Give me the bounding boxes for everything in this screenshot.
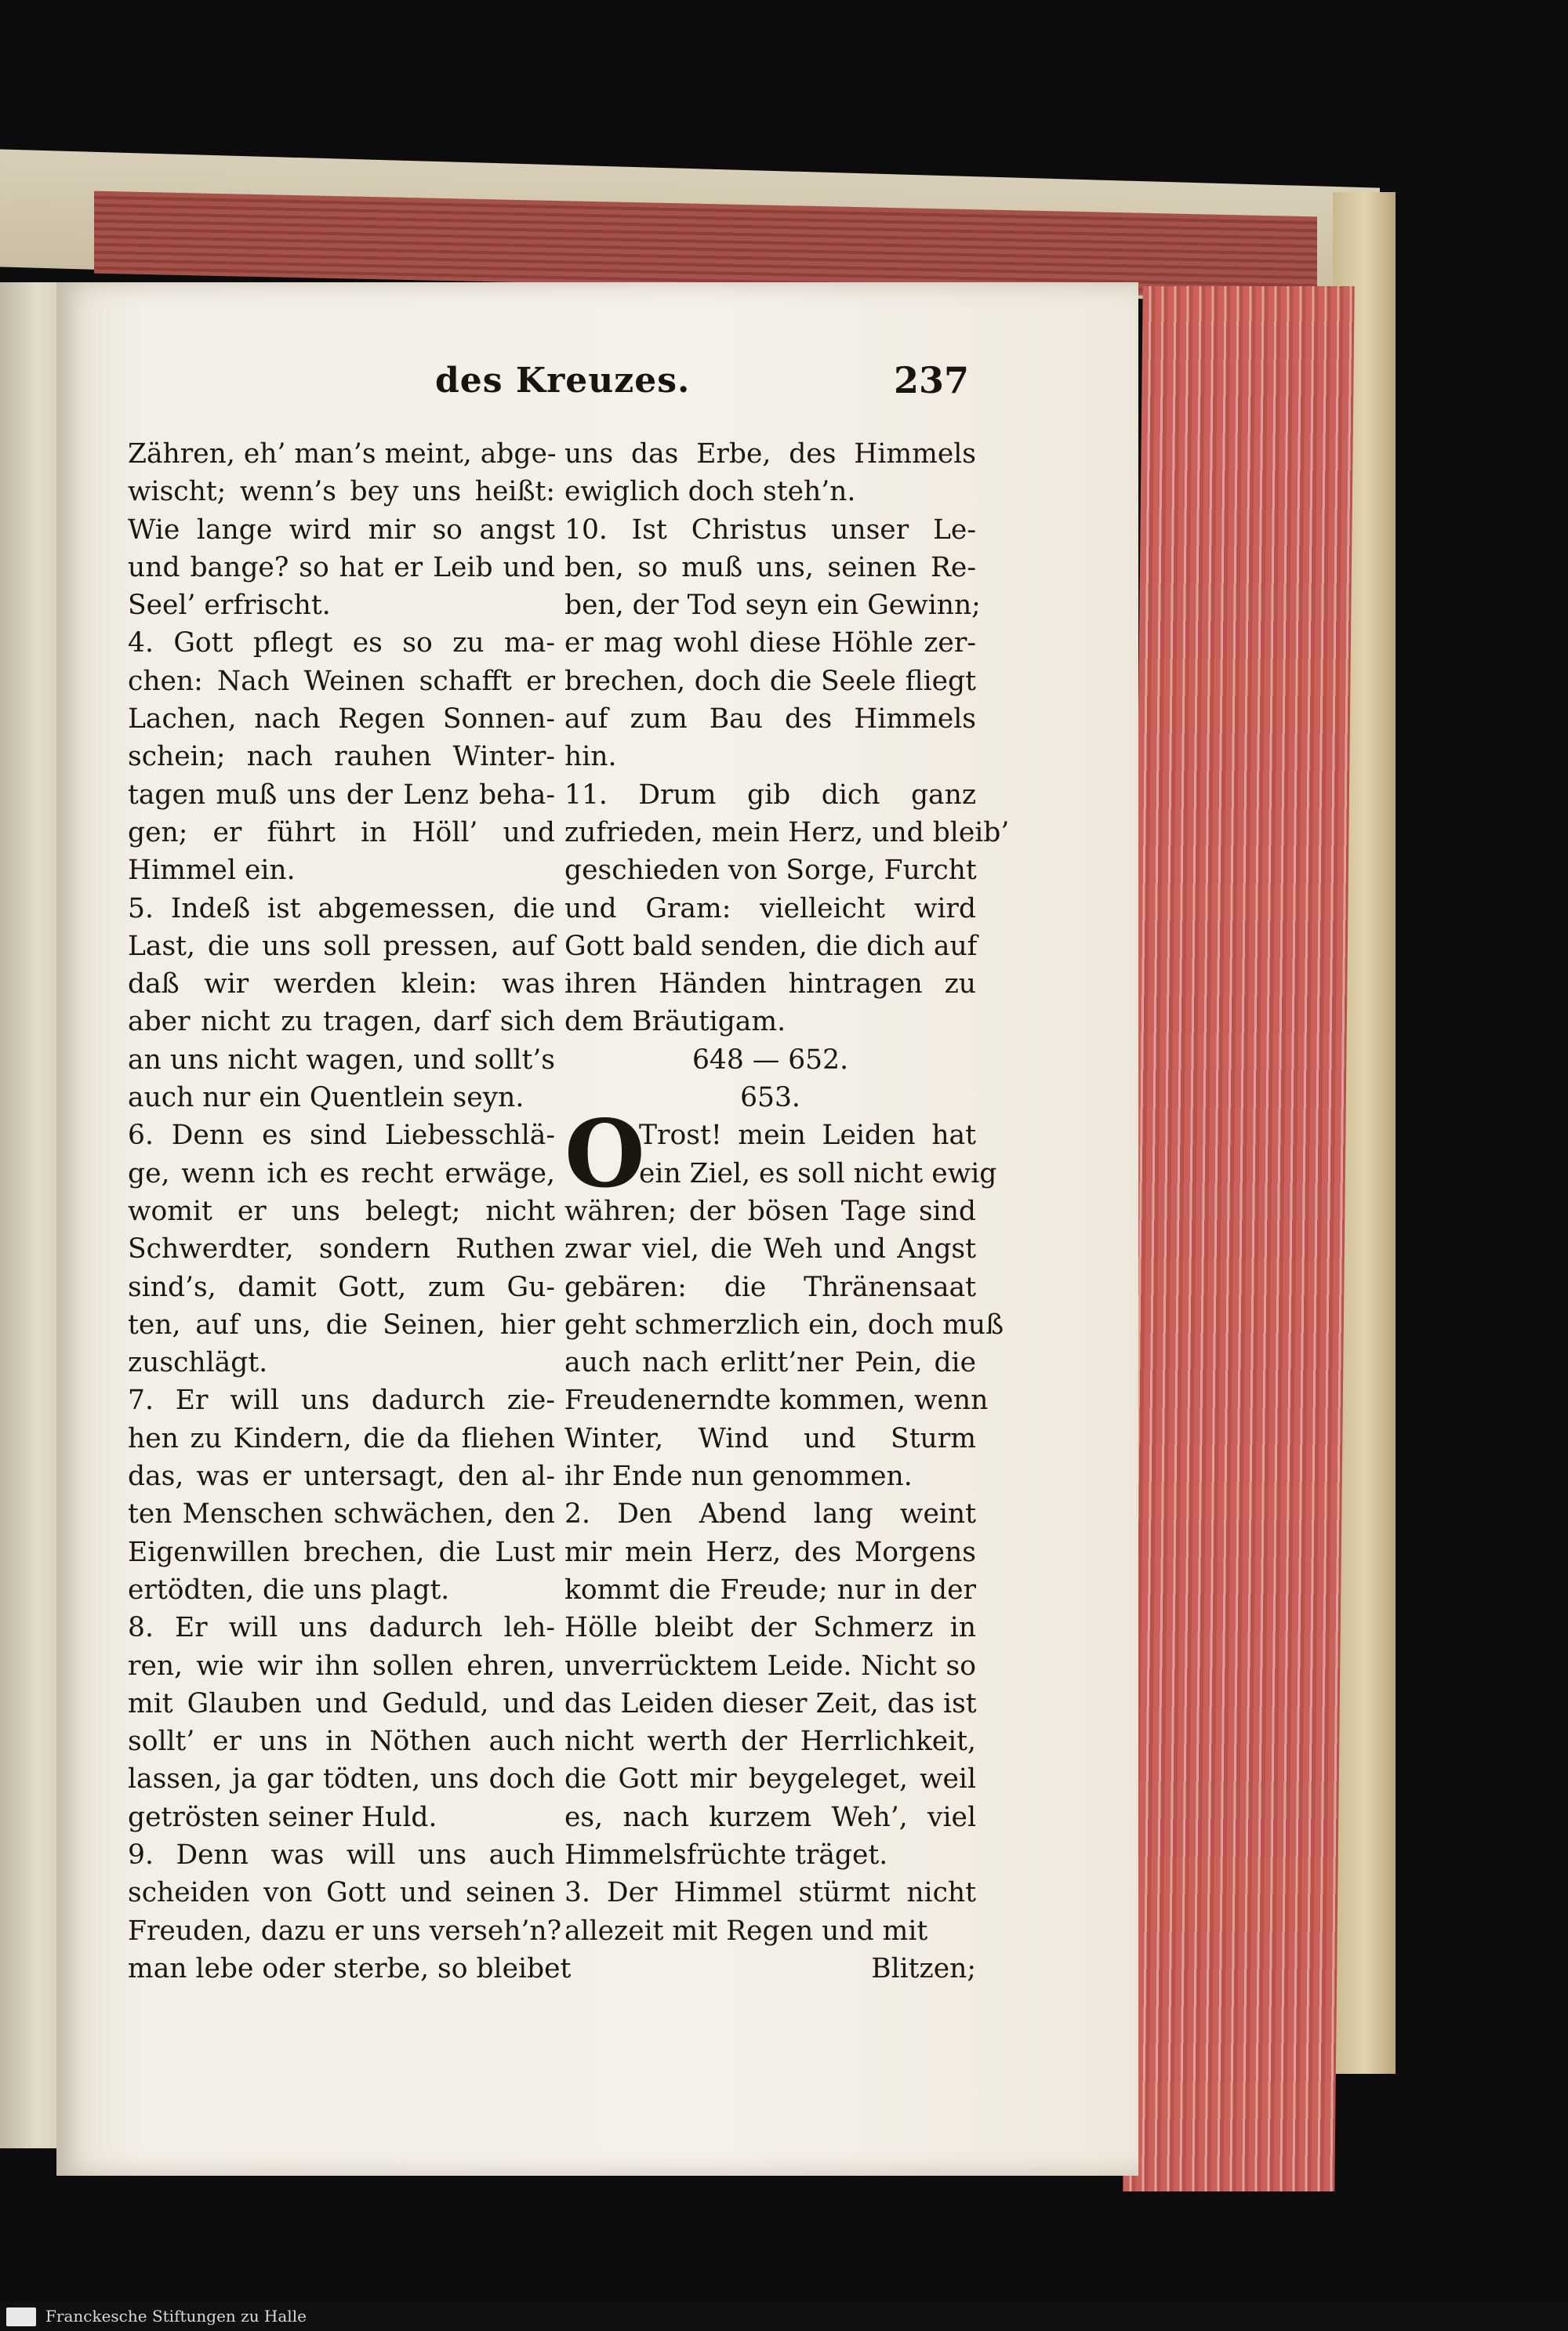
hymn-opening (564, 1099, 997, 1209)
text-line: 9. Denn was will uns auch (128, 1839, 555, 1871)
text-line: lassen, ja gar tödten, uns doch (128, 1763, 555, 1795)
text-line: es, nach kurzem Weh’, viel (564, 1801, 976, 1833)
text-line: Trost! mein Leiden hat (639, 1120, 976, 1152)
hymn-verses (564, 1193, 1004, 1950)
text-line: mir mein Herz, des Morgens (564, 1536, 976, 1568)
text-line: hen zu Kindern, die da fliehen (128, 1422, 555, 1454)
text-line: Zähren, eh’ man’s meint, abge- (128, 438, 557, 470)
text-line: 6. Denn es sind Liebesschlä- (128, 1120, 555, 1152)
text-line: währen; der bösen Tage sind (564, 1195, 976, 1227)
text-line: Last, die uns soll pressen, auf (128, 930, 555, 962)
text-line: geschieden von Sorge, Furcht (564, 855, 977, 887)
text-line: schein; nach rauhen Winter- (128, 741, 555, 773)
text-line: 8. Er will uns dadurch leh- (128, 1612, 555, 1644)
text-line: auf zum Bau des Himmels (564, 703, 976, 735)
text-line: Himmel ein. (128, 855, 296, 887)
text-line: nicht werth der Herrlichkeit, (564, 1726, 976, 1758)
text-column-left (128, 435, 572, 1988)
text-line: daß wir werden klein: was (128, 968, 555, 1000)
text-line: uns das Erbe, des Himmels (564, 438, 976, 470)
text-line: man lebe oder sterbe, so bleibet (128, 1952, 572, 1984)
text-line: womit er uns belegt; nicht (128, 1195, 555, 1227)
text-line: und Gram: vielleicht wird (564, 892, 976, 924)
institution-logo-icon (6, 2307, 36, 2326)
text-line: Seel’ erfrischt. (128, 590, 331, 622)
text-line: Eigenwillen brechen, die Lust (128, 1536, 555, 1568)
text-line: ihr Ende nun genommen. (564, 1461, 913, 1493)
text-line: geht schmerzlich ein, doch muß (564, 1309, 1004, 1341)
text-line: gebären: die Thränensaat (564, 1271, 976, 1303)
text-line: auch nach erlitt’ner Pein, die (564, 1347, 976, 1379)
text-line: sollt’ er uns in Nöthen auch (128, 1726, 555, 1758)
page-number: 237 (894, 359, 970, 401)
text-line: gen; er führt in Höll’ und (128, 816, 555, 848)
text-line: das Leiden dieser Zeit, das ist (564, 1687, 977, 1719)
text-line: Himmelsfrüchte träget. (564, 1839, 888, 1871)
text-line: 11. Drum gib dich ganz (564, 779, 976, 811)
text-line: Winter, Wind und Sturm (564, 1422, 976, 1454)
text-line: zuschlägt. (128, 1347, 268, 1379)
text-line: hin. (564, 741, 617, 773)
text-line: dem Bräutigam. (564, 1006, 786, 1038)
text-line: allezeit mit Regen und mit (564, 1915, 928, 1947)
text-line: ge, wenn ich es recht erwäge, (128, 1157, 555, 1189)
text-line: getrösten seiner Huld. (128, 1801, 437, 1833)
hymn-number: 653. (740, 1082, 800, 1114)
text-line: 2. Den Abend lang weint (564, 1498, 976, 1530)
text-line: sind’s, damit Gott, zum Gu- (128, 1271, 555, 1303)
text-line: 4. Gott pflegt es so zu ma- (128, 627, 555, 659)
text-line: 3. Der Himmel stürmt nicht (564, 1877, 976, 1909)
text-line: ren, wie wir ihn sollen ehren, (128, 1650, 555, 1682)
text-line: zwar viel, die Weh und Angst (564, 1233, 976, 1265)
text-line: ben, der Tod seyn ein Gewinn; (564, 590, 981, 622)
text-line: wischt; wenn’s bey uns heißt: (128, 476, 555, 508)
text-line: Schwerdter, sondern Ruthen (128, 1233, 555, 1265)
hymn-verses-continued (564, 435, 1010, 1041)
text-line: ein Ziel, es soll nicht ewig (639, 1157, 997, 1189)
text-line: brechen, doch die Seele fliegt (564, 665, 976, 697)
text-line: er mag wohl diese Höhle zer- (564, 627, 976, 659)
text-line: ten, auf uns, die Seinen, hier (128, 1309, 555, 1341)
text-line: und bange? so hat er Leib und (128, 551, 555, 583)
text-line: ihren Händen hintragen zu (564, 968, 976, 1000)
drop-cap: O (564, 1099, 645, 1209)
text-line: 10. Ist Christus unser Le- (564, 514, 976, 546)
text-line: ewiglich doch steh’n. (564, 476, 856, 508)
text-line: Freudenerndte kommen, wenn (564, 1385, 989, 1417)
text-line: mit Glauben und Geduld, und (128, 1687, 555, 1719)
text-line: auch nur ein Quentlein seyn. (128, 1082, 524, 1114)
text-line: unverrücktem Leide. Nicht so (564, 1650, 976, 1682)
text-line: ertödten, die uns plagt. (128, 1574, 450, 1606)
catchword: Blitzen; (871, 1952, 976, 1984)
text-line: Wie lange wird mir so angst (128, 514, 555, 546)
text-line: Freuden, dazu er uns verseh’n? (128, 1915, 562, 1947)
text-line: kommt die Freude; nur in der (564, 1574, 976, 1606)
text-line: scheiden von Gott und seinen (128, 1877, 555, 1909)
text-line: Lachen, nach Regen Sonnen- (128, 703, 555, 735)
hymn-range: 648 — 652. (691, 1044, 849, 1076)
book-fore-edge (1123, 286, 1354, 2191)
text-line: ten Menschen schwächen, den (128, 1498, 555, 1530)
verso-page-edge (0, 282, 63, 2148)
text-line: die Gott mir beygeleget, weil (564, 1763, 976, 1795)
text-line: zufrieden, mein Herz, und bleib’ (564, 816, 1010, 848)
text-line: das, was er untersagt, den al- (128, 1461, 555, 1493)
text-line: chen: Nach Weinen schafft er (128, 665, 555, 697)
text-line: an uns nicht wagen, und sollt’s (128, 1044, 555, 1076)
text-line: tagen muß uns der Lenz beha- (128, 779, 555, 811)
footer-institution: Franckesche Stiftungen zu Halle (45, 2307, 307, 2326)
text-line: Hölle bleibt der Schmerz in (564, 1612, 976, 1644)
text-line: ben, so muß uns, seinen Re- (564, 551, 976, 583)
text-line: Gott bald senden, die dich auf (564, 930, 978, 962)
text-line: 5. Indeß ist abgemessen, die (128, 892, 555, 924)
text-line: 7. Er will uns dadurch zie- (128, 1385, 555, 1417)
text-line: aber nicht zu tragen, darf sich (128, 1006, 555, 1038)
text-column-right (564, 435, 1010, 1988)
running-title: des Kreuzes. (435, 361, 691, 401)
